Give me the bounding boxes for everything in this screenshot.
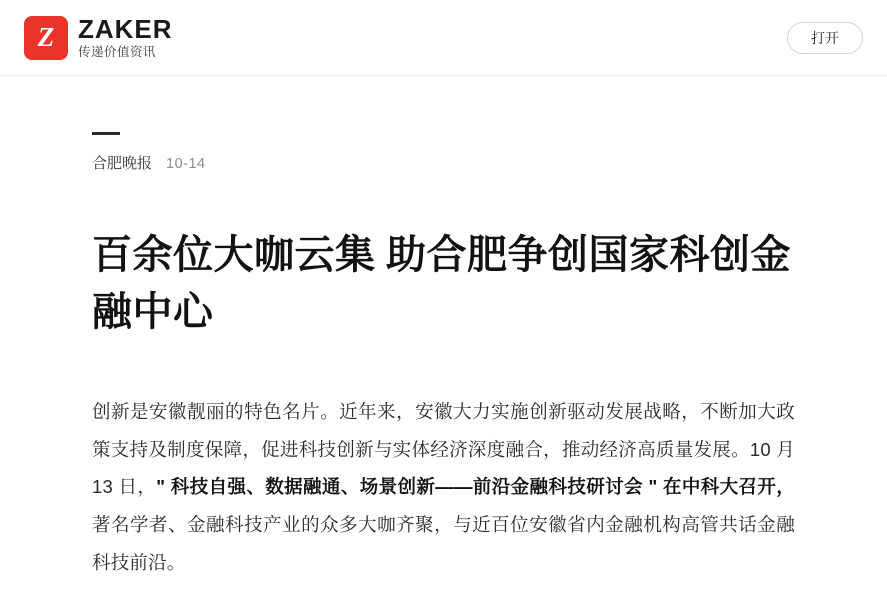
article-meta xyxy=(92,152,795,173)
paragraph-part-1: 创新是安徽靓丽的特色名片。近年来，安徽大力实施创新驱动发展战略，不断加大政策支持及制度保障，促进科技创新与实体经济深度融合，推动经济高质量发展。10 月 13 日， xyxy=(92,400,795,498)
paragraph-part-2: 著名学者、金融科技产业的众多大咖齐聚，与近百位安徽省内金融机构高管共话金融科技前沿。 xyxy=(92,514,795,574)
zaker-logo-icon: Z xyxy=(24,16,68,60)
page-title: 百余位大咖云集 助合肥争创国家科创金融中心 xyxy=(92,232,791,334)
article-source: 合肥晚报 xyxy=(92,155,153,172)
article-container xyxy=(0,132,887,582)
divider-rule xyxy=(92,132,120,135)
brand-logo[interactable] xyxy=(24,15,173,59)
open-app-button[interactable]: 打开 xyxy=(787,22,863,54)
article-date: 10-14 xyxy=(166,156,206,172)
top-bar xyxy=(0,0,887,76)
paragraph-bold-part: " 科技自强、数据融通、场景创新——前沿金融科技研讨会 " 在中科大召开， xyxy=(156,476,795,498)
brand-name: ZAKER xyxy=(78,14,173,45)
brand-slogan: 传递价值资讯 xyxy=(78,44,157,59)
article-paragraph xyxy=(92,393,795,583)
brand-text xyxy=(78,15,173,59)
